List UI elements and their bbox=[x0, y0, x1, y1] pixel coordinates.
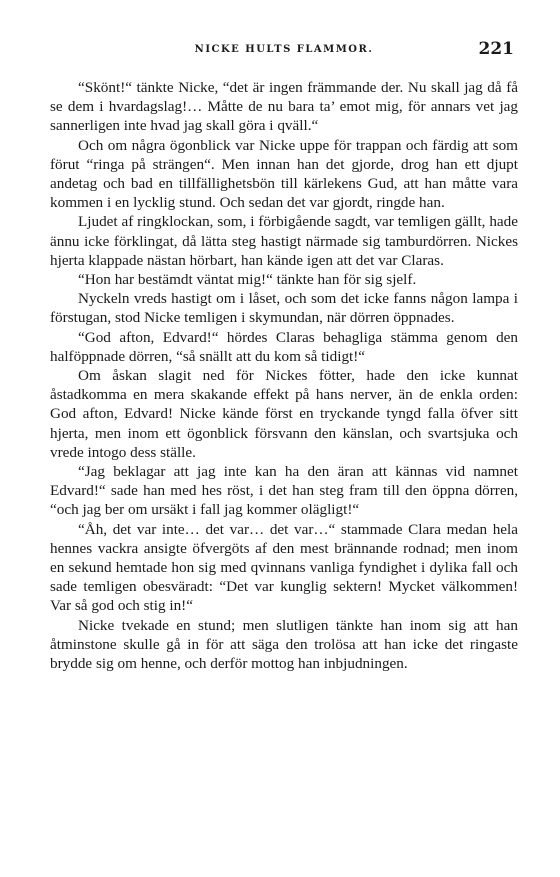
body-text bbox=[50, 78, 518, 673]
paragraph: Nicke tvekade en stund; men slutligen tänkte han inom sig att han åtminstone skulle gå in för att säga den trolösa att han icke det ringaste brydde sig om henne, och derför mottog han inbjudningen. bbox=[50, 616, 518, 673]
paragraph: “Jag beklagar att jag inte kan ha den äran att kännas vid namnet Edvard!“ sade han med hes röst, i det han steg fram till den öppna dörren, “och jag ber om ursäkt i fall jag kommer olägligt!“ bbox=[50, 463, 518, 519]
paragraph: “Hon har bestämdt väntat mig!“ tänkte han för sig sjelf. bbox=[78, 271, 417, 289]
paragraph: Ljudet af ringklockan, som, i förbigående sagdt, var temligen gällt, hade ännu icke förklingat, då lätta steg hastigt närmade sig tamburdörren. Nickes hjerta klappade nästan hörbart, han kände igen att det var Claras. bbox=[50, 213, 518, 269]
page-number: 221 bbox=[478, 39, 514, 59]
paragraph: “Åh, det var inte… det var… det var…“ stammade Clara medan hela hennes vackra ansigte öfvergöts af den mest brännande rodnad; men inom en sekund hemtade hon sig med qvinnans vanliga fyndighet i dylika fall och sade temligen obesväradt: “Det var kunglig sektern! Mycket välkommen! Var så god och stig in!“ bbox=[50, 520, 518, 615]
paragraph: “Skönt!“ tänkte Nicke, “det är ingen främmande der. Nu skall jag då få se dem i hvardagslag!… Måtte de nu bara ta’ emot mig, för annars vet jag sannerligen inte hvad jag skall göra i qväll.“ bbox=[50, 79, 518, 135]
paragraph: Nyckeln vreds hastigt om i låset, och som det icke fanns någon lampa i förstugan, stod Nicke temligen i skymundan, när dörren öppnades. bbox=[50, 290, 518, 327]
paragraph: Om åskan slagit ned för Nickes fötter, hade den icke kunnat åstadkomma en mera skakande effekt på hans nerver, än de enkla orden: God afton, Edvard! Nicke kände först en tryckande tyngd falla öfver sitt hjerta, men inom ett ögonblick försvann den känslan, och svartsjuka och vrede intogo dess ställe. bbox=[50, 367, 518, 461]
paragraph: “God afton, Edvard!“ hördes Claras behagliga stämma genom den halföppnade dörren, “så snällt att du kom så tidigt!“ bbox=[50, 328, 518, 365]
running-title: NICKE HULTS FLAMMOR. bbox=[194, 44, 374, 55]
page-header bbox=[50, 39, 518, 68]
paragraph: Och om några ögonblick var Nicke uppe för trappan och färdig att som förut “ringa på strängen“. Men innan han det gjorde, drog han ett djupt andetag och bad en tillfällighetsbön till kärlekens Gud, att han måtte vara kommen i en lycklig stund. Och sedan det var gjordt, ringde han. bbox=[50, 136, 518, 212]
